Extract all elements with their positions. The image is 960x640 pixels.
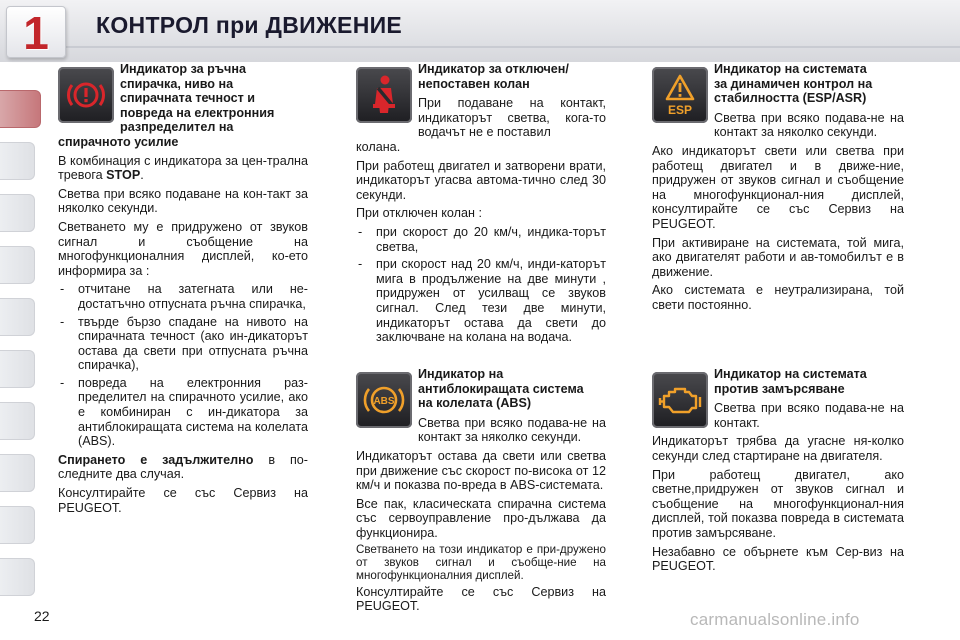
heading-line: Индикатор на (418, 367, 504, 381)
list-item: - повреда на електронния раз-пределител на спирачното усилие, ако е комбиниран с ин-дикатора за антиблокиращата система на колелата (ABS). (58, 376, 308, 449)
seatbelt-heading (418, 62, 606, 140)
esp-heading (714, 62, 904, 140)
heading-line: на колелата (ABS) (418, 396, 532, 411)
watermark: carmanualsonline.info (690, 610, 860, 629)
paragraph: Светва при всяко подаване на кон-такт за няколко секунди. (58, 186, 308, 216)
list-item: - твърде бързо спадане на нивото на спирачната течност (ако ин-дикаторът остава да свети при отпусната ръчна спирачка), (58, 315, 308, 373)
page-number: 22 (34, 608, 50, 624)
paragraph: При отключен колан : (356, 206, 482, 221)
heading-line: Индикатор за отключен/ (418, 62, 569, 76)
heading-line: Индикатор на системата (714, 62, 867, 76)
paragraph: Светването на този индикатор е при-дружено от звуков сигнал и съобще-ние на многофункционалния дисплей. (356, 542, 606, 583)
paragraph: Незабавно се обърнете към Сер-виз на PEUGEOT. (652, 544, 904, 574)
page-title: КОНТРОЛ при ДВИЖЕНИЕ (96, 12, 403, 38)
list-item: - при скорост над 20 км/ч, инди-каторът мига в продължение на две минути , придружен от усилващ се звуков сигнал. След тези две минути, индикаторът остава да свети до заключване на колана на водача. (356, 257, 606, 345)
heading-line: разпределител на (120, 120, 234, 135)
chapter-tab[interactable] (0, 402, 35, 440)
chapter-tab[interactable] (0, 558, 35, 596)
paragraph: При активиране на системата, той мига, ако двигателят работи и ав-томобилът е в движение. (652, 235, 904, 279)
page-header (0, 0, 960, 62)
seatbelt-section (356, 62, 606, 345)
paragraph: Ако индикаторът свети или светва при работещ двигател и в движе-ние, придружен от звуков сигнал и съобщение на многофункционал-ния дисплей, консултирайте се със Сервиз на PEUGEOT. (652, 143, 904, 231)
chapter-tab[interactable] (0, 506, 35, 544)
chapter-tab[interactable] (0, 350, 35, 388)
abs-icon-label: ABS (373, 396, 395, 407)
abs-warning-icon (356, 372, 412, 428)
chapter-tab[interactable] (0, 194, 35, 232)
paragraph (58, 453, 308, 482)
column-brake (58, 62, 308, 519)
text: . (140, 168, 144, 183)
column-esp-engine (652, 62, 904, 574)
heading-line: спирачка, ниво на (120, 76, 234, 91)
chapter-tab[interactable] (0, 298, 35, 336)
text: В комбинация с индикатора за цен-трална тревога (58, 153, 308, 183)
paragraph: Светва при всяко подава-не на контакт. (714, 401, 904, 430)
chapter-number: 1 (23, 7, 49, 59)
esp-warning-icon (652, 67, 708, 123)
paragraph: Светва при всяко подава-не на контакт за няколко секунди. (714, 110, 904, 140)
heading-line: против замърсяване (714, 381, 845, 396)
heading-line: спирачната течност и (120, 91, 256, 106)
paragraph: При работещ двигател и затворени врати, индикаторът угасва автома-тично след 30 секунди. (356, 158, 606, 202)
heading-line: антиблокиращата система (418, 381, 584, 396)
paragraph: Индикаторът трябва да угасне ня-колко секунди след стартиране на двигателя. (652, 434, 904, 463)
condition-list (58, 282, 308, 449)
paragraph: Консултирайте се със Сервиз на PEUGEOT. (356, 584, 606, 614)
column-seatbelt-abs (356, 62, 606, 614)
paragraph: При подаване на контакт, индикаторът светва, кога-то водачът не е поставил (418, 96, 606, 140)
paragraph: Индикаторът остава да свети или светва при движение със скорост по-висока от 12 км/ч и показва по-вреда в ABS-системата. (356, 448, 606, 493)
heading-line: спирачното усилие (58, 134, 179, 149)
heading-line: повреда на електронния (120, 105, 275, 120)
text: в по-следните два случая. (58, 452, 308, 482)
chapter-tab-active[interactable] (0, 90, 41, 128)
heading-line: непоставен колан (418, 76, 530, 91)
seatbelt-warning-icon (356, 67, 412, 123)
heading-line: Индикатор на системата (714, 367, 867, 381)
emphasis: Спирането е задължително (58, 452, 254, 467)
paragraph: Светва при всяко подава-не на контакт за няколко секунди. (418, 415, 606, 445)
engine-heading (714, 367, 904, 430)
chapter-tabs (0, 62, 40, 640)
chapter-badge (6, 6, 66, 58)
heading-line: за динамичен контрол на (714, 76, 873, 91)
paragraph: Ако системата е неутрализирана, той свети постоянно. (652, 283, 904, 312)
brake-heading (120, 62, 308, 135)
paragraph: колана. (356, 139, 401, 154)
list-item: - при скорост до 20 км/ч, индика-торът светва, (356, 225, 606, 254)
abs-heading (418, 367, 606, 445)
header-divider (60, 46, 960, 48)
esp-icon-label: ESP (667, 103, 693, 117)
paragraph: Все пак, класическата спирачна система със сервоуправление про-дължава да функционира. (356, 496, 606, 540)
heading-line: Индикатор за ръчна (120, 62, 246, 76)
paragraph: Консултирайте се със Сервиз на PEUGEOT. (58, 486, 308, 515)
esp-section (652, 62, 904, 313)
engine-warning-icon (652, 372, 708, 428)
stop-label: STOP (106, 168, 141, 183)
chapter-tab[interactable] (0, 246, 35, 284)
speed-condition-list (356, 225, 606, 345)
abs-section (356, 367, 606, 618)
chapter-tab[interactable] (0, 454, 35, 492)
brake-section (58, 62, 308, 515)
paragraph: Светването му е придружено от звуков сигнал и съобщение на многофункционалния дисплей, ко-ето информира за : (58, 219, 308, 278)
heading-line: стабилността (ESP/ASR) (714, 91, 867, 106)
paragraph (58, 154, 308, 183)
paragraph: При работещ двигател, ако светне,придружен от звуков сигнал и съобщение на многофункционал-ния дисплей, той показва повреда в системата против замърсяване. (652, 467, 904, 540)
list-item: - отчитане на затегната или не-достатъчно отпусната ръчна спирачка, (58, 282, 308, 311)
engine-section (652, 367, 904, 578)
brake-warning-icon (58, 67, 114, 123)
chapter-tab[interactable] (0, 142, 35, 180)
